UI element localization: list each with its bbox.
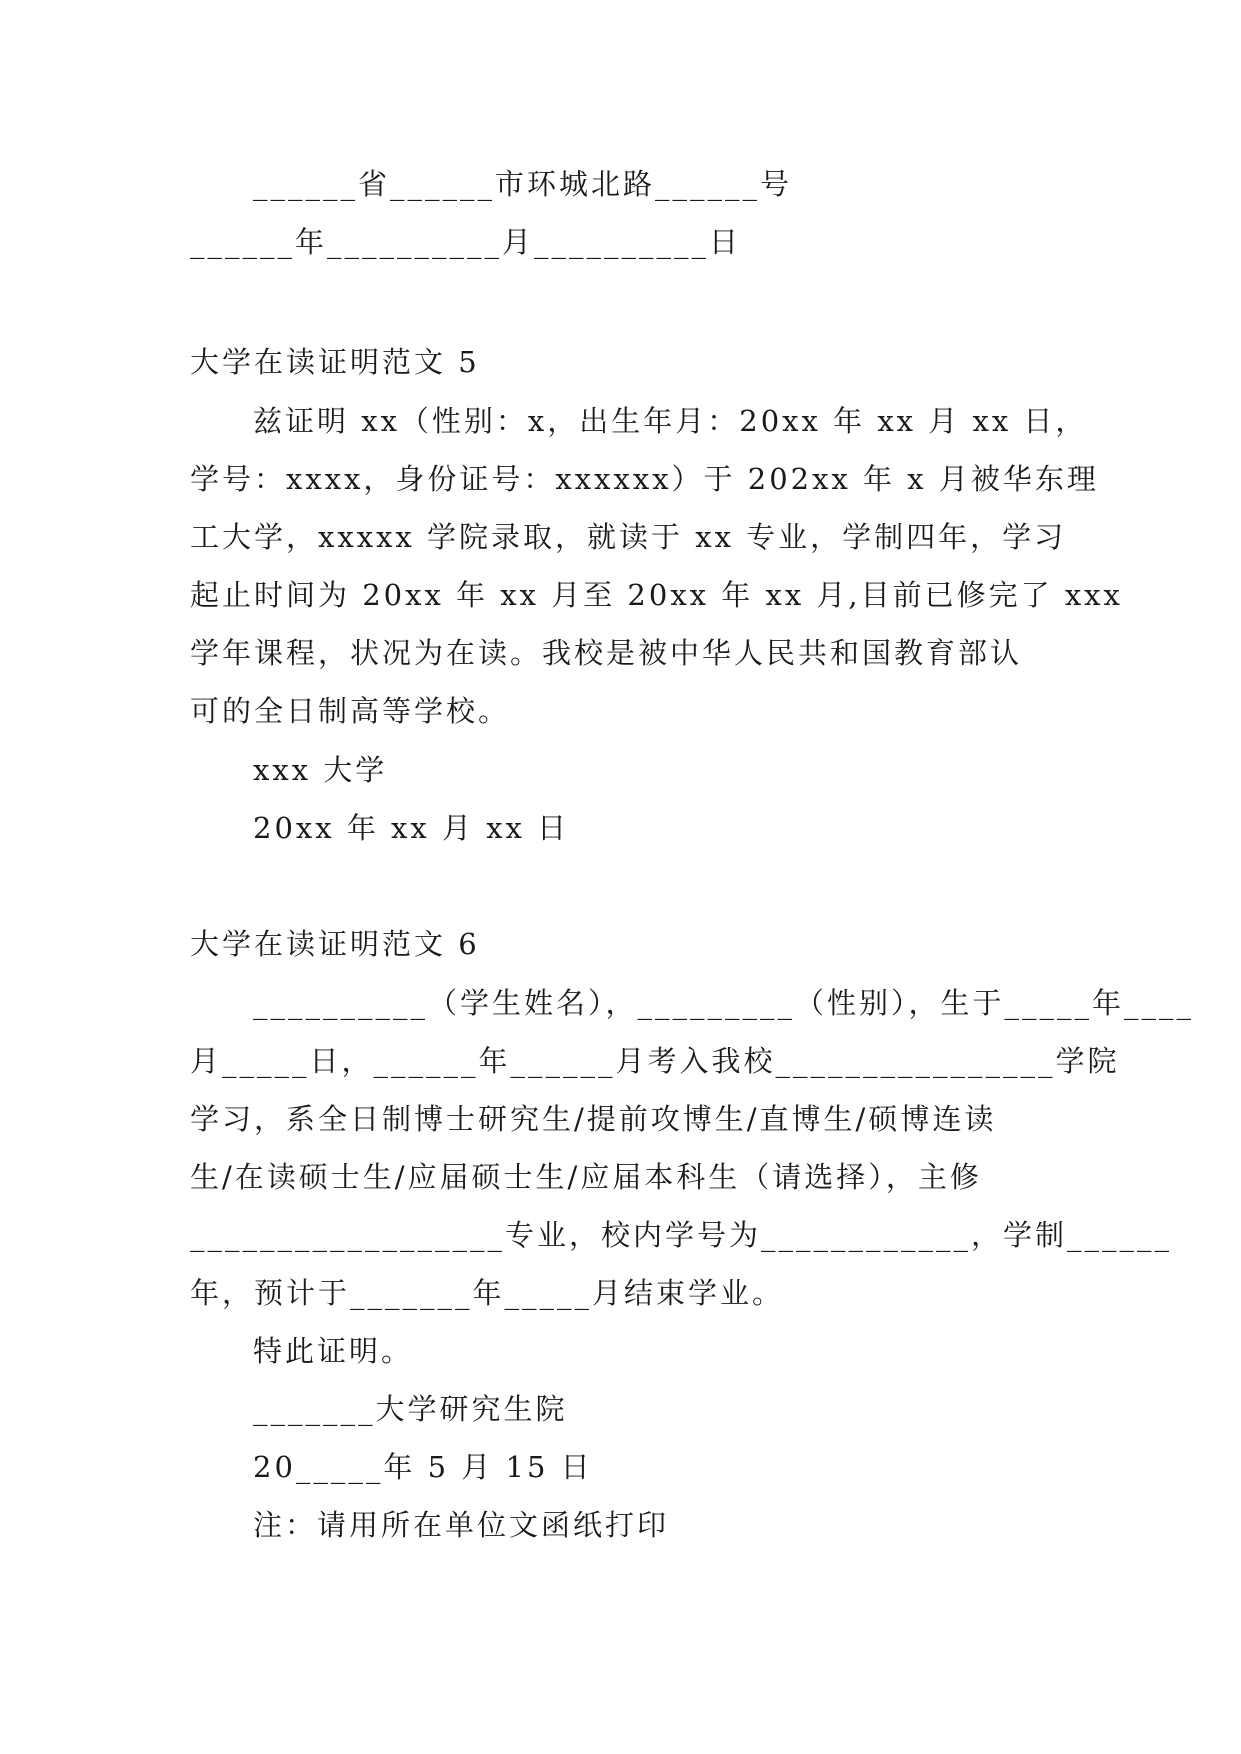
paragraph-line: 起止时间为 20xx 年 xx 月至 20xx 年 xx 月,目前已修完了 xxx bbox=[190, 578, 1123, 612]
paragraph-line: __________（学生姓名），_________（性别），生于_____年____ bbox=[253, 986, 1195, 1020]
paragraph-line: 月_____日，______年______月考入我校________________学院 bbox=[190, 1044, 1120, 1078]
paragraph-line: 可的全日制高等学校。 bbox=[190, 694, 511, 728]
paragraph-line: 生/在读硕士生/应届硕士生/应届本科生（请选择），主修 bbox=[190, 1160, 982, 1194]
paragraph-line: 学习，系全日制博士研究生/提前攻博生/直博生/硕博连读 bbox=[190, 1102, 997, 1136]
paragraph-line: 年，预计于_______年_____月结束学业。 bbox=[190, 1276, 785, 1310]
paragraph-line: 兹证明 xx（性别：x，出生年月：20xx 年 xx 月 xx 日， bbox=[253, 404, 1088, 438]
address-line: ______省______市环城北路______号 bbox=[253, 167, 793, 201]
paragraph-line: 学号：xxxx，身份证号：xxxxxx）于 202xx 年 x 月被华东理 bbox=[190, 462, 1099, 496]
paragraph-line: 学年课程，状况为在读。我校是被中华人民共和国教育部认 bbox=[190, 636, 1023, 670]
date-blank-line: ______年__________月__________日 bbox=[190, 225, 742, 259]
issuer-signature: _______大学研究生院 bbox=[253, 1392, 568, 1426]
issue-date: 20xx 年 xx 月 xx 日 bbox=[253, 811, 570, 845]
section-heading-sample-6: 大学在读证明范文 6 bbox=[190, 927, 480, 961]
paragraph-line: __________________专业，校内学号为____________，学制______ bbox=[190, 1218, 1173, 1252]
section-heading-sample-5: 大学在读证明范文 5 bbox=[190, 345, 480, 379]
print-note: 注：请用所在单位文函纸打印 bbox=[253, 1508, 670, 1542]
issuer-signature: xxx 大学 bbox=[253, 753, 388, 787]
closing-statement: 特此证明。 bbox=[253, 1334, 414, 1368]
issue-date: 20_____年 5 月 15 日 bbox=[253, 1450, 593, 1484]
paragraph-line: 工大学，xxxxx 学院录取，就读于 xx 专业，学制四年，学习 bbox=[190, 520, 1067, 554]
